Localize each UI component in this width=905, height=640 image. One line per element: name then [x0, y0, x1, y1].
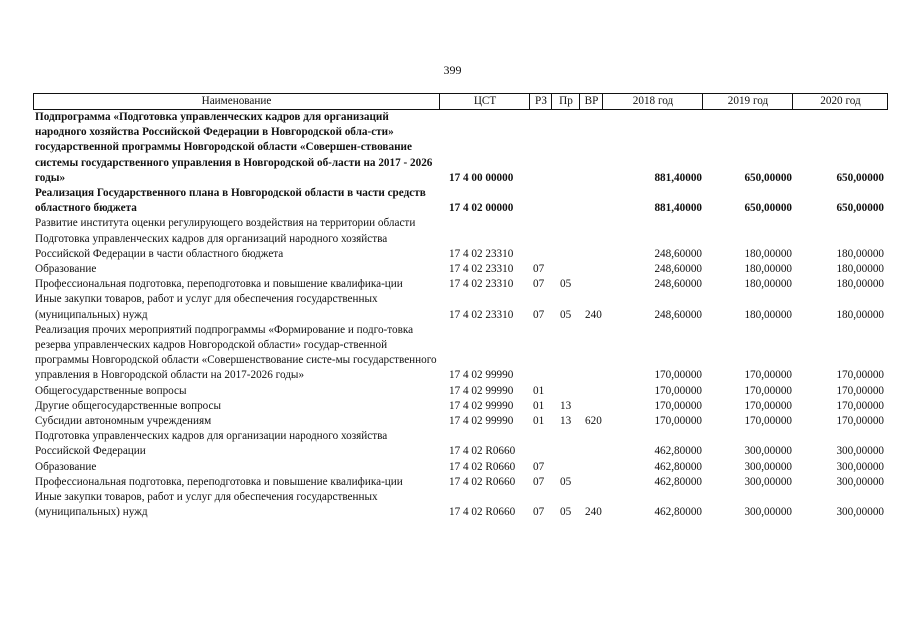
cell-cst: 17 4 02 23310: [449, 278, 514, 291]
row-name: Образование: [35, 263, 97, 276]
cell-pr: 05: [560, 308, 572, 321]
row-values: [33, 247, 888, 262]
cell-cst: 17 4 00 00000: [449, 171, 514, 184]
row-name: Профессиональная подготовка, переподготовка и повышение квалифика-ции: [35, 278, 403, 291]
cell-pr: 13: [560, 399, 572, 412]
row-name: Развитие института оценки регулирующего воздействия на территории области Подготовка управленческих кадров для организаций народного хозяйства Российской Федерации в части областного бюджета: [35, 217, 416, 260]
cell-y2018: 881,40000: [654, 202, 702, 215]
row-values: [33, 308, 888, 323]
cell-y2019: 180,00000: [744, 278, 792, 291]
header-cst: ЦСТ: [439, 94, 530, 109]
table-row: [33, 186, 888, 216]
row-name: Иные закупки товаров, работ и услуг для обеспечения государственных (муниципальных) нужд: [35, 293, 378, 321]
row-values: [33, 277, 888, 292]
cell-y2018: 881,40000: [654, 171, 702, 184]
cell-pr: 05: [560, 278, 572, 291]
table-row: [33, 429, 888, 459]
cell-y2020: 170,00000: [836, 384, 884, 397]
cell-y2019: 180,00000: [744, 308, 792, 321]
row-name: Реализация прочих мероприятий подпрограммы «Формирование и подго-товка резерва управленческих кадров Новгородской области» государ-ственной программы Новгородской области «Совершенствование систе-мы государственного управления в Новгородской области на 2017-2026 годы»: [35, 323, 437, 382]
cell-pr: 05: [560, 475, 572, 488]
row-name: Реализация Государственного плана в Новгородской области в части средств областного бюджета: [35, 187, 426, 215]
cell-rz: 07: [533, 278, 545, 291]
cell-y2019: 650,00000: [744, 171, 792, 184]
header-pr: Пр: [551, 94, 580, 109]
cell-y2020: 180,00000: [836, 278, 884, 291]
cell-vr: 240: [585, 506, 602, 519]
cell-y2020: 170,00000: [836, 369, 884, 382]
cell-rz: 07: [533, 475, 545, 488]
table-row: [33, 262, 888, 277]
cell-y2020: 180,00000: [836, 247, 884, 260]
cell-y2020: 170,00000: [836, 399, 884, 412]
table-row: [33, 399, 888, 414]
cell-y2019: 180,00000: [744, 247, 792, 260]
table-row: [33, 277, 888, 292]
cell-rz: 01: [533, 384, 545, 397]
row-name: Образование: [35, 460, 97, 473]
row-values: [33, 460, 888, 475]
cell-y2019: 170,00000: [744, 384, 792, 397]
table-row: [33, 475, 888, 490]
cell-y2019: 650,00000: [744, 202, 792, 215]
cell-y2019: 300,00000: [744, 475, 792, 488]
row-name: Подготовка управленческих кадров для организации народного хозяйства Российской Федерации: [35, 430, 388, 458]
row-values: [33, 445, 888, 460]
cell-cst: 17 4 02 99990: [449, 399, 514, 412]
cell-cst: 17 4 02 00000: [449, 202, 514, 215]
table-header: [33, 93, 888, 110]
table-row: [33, 414, 888, 429]
cell-vr: 620: [585, 415, 602, 428]
cell-y2020: 650,00000: [836, 171, 884, 184]
cell-rz: 01: [533, 415, 545, 428]
cell-y2020: 180,00000: [836, 263, 884, 276]
cell-y2018: 462,80000: [654, 460, 702, 473]
cell-rz: 07: [533, 506, 545, 519]
page-number: 399: [443, 63, 462, 77]
cell-y2018: 248,60000: [654, 308, 702, 321]
row-values: [33, 369, 888, 384]
table-row: [33, 216, 888, 262]
cell-y2018: 462,80000: [654, 506, 702, 519]
row-name: Общегосударственные вопросы: [35, 384, 187, 397]
cell-y2020: 180,00000: [836, 308, 884, 321]
row-values: [33, 201, 888, 216]
row-name: Иные закупки товаров, работ и услуг для обеспечения государственных (муниципальных) нужд: [35, 491, 378, 519]
cell-cst: 17 4 02 99990: [449, 384, 514, 397]
table-row: [33, 292, 888, 322]
cell-y2018: 462,80000: [654, 475, 702, 488]
table-row: [33, 110, 888, 186]
table-row: [33, 460, 888, 475]
cell-y2019: 170,00000: [744, 415, 792, 428]
row-values: [33, 171, 888, 186]
row-values: [33, 505, 888, 520]
cell-y2018: 462,80000: [654, 445, 702, 458]
cell-y2018: 170,00000: [654, 415, 702, 428]
row-name: Подпрограмма «Подготовка управленческих кадров для организаций народного хозяйства Российской Федерации в Новгородской обла-сти» государственной программы Новгородской области «Совершен-ствование системы государственного управления в Новгородской об-ласти на 2017 - 2026 годы»: [35, 111, 433, 184]
cell-y2020: 300,00000: [836, 506, 884, 519]
cell-cst: 17 4 02 23310: [449, 308, 514, 321]
table-row: [33, 323, 888, 384]
cell-y2020: 300,00000: [836, 460, 884, 473]
cell-cst: 17 4 02 R0660: [449, 475, 516, 488]
cell-pr: 05: [560, 506, 572, 519]
cell-y2018: 248,60000: [654, 278, 702, 291]
header-name: Наименование: [201, 95, 272, 107]
cell-vr: 240: [585, 308, 602, 321]
cell-y2020: 650,00000: [836, 202, 884, 215]
cell-y2018: 170,00000: [654, 384, 702, 397]
table-row: [33, 490, 888, 520]
cell-y2019: 300,00000: [744, 445, 792, 458]
row-values: [33, 399, 888, 414]
cell-cst: 17 4 02 23310: [449, 263, 514, 276]
row-name: Субсидии автономным учреждениям: [35, 415, 212, 428]
cell-rz: 01: [533, 399, 545, 412]
header-rz: РЗ: [529, 94, 552, 109]
cell-pr: 13: [560, 415, 572, 428]
row-name: Профессиональная подготовка, переподготовка и повышение квалифика-ции: [35, 475, 403, 488]
cell-rz: 07: [533, 460, 545, 473]
cell-y2018: 248,60000: [654, 247, 702, 260]
cell-y2019: 170,00000: [744, 369, 792, 382]
cell-cst: 17 4 02 R0660: [449, 506, 516, 519]
table-row: [33, 384, 888, 399]
cell-y2019: 170,00000: [744, 399, 792, 412]
cell-cst: 17 4 02 23310: [449, 247, 514, 260]
cell-y2020: 300,00000: [836, 445, 884, 458]
header-vr: ВР: [579, 94, 603, 109]
header-2018: 2018 год: [602, 94, 703, 109]
budget-table: [33, 93, 888, 520]
cell-y2018: 170,00000: [654, 369, 702, 382]
header-2019: 2019 год: [702, 94, 793, 109]
cell-y2020: 170,00000: [836, 415, 884, 428]
cell-y2020: 300,00000: [836, 475, 884, 488]
header-2020: 2020 год: [792, 94, 888, 109]
cell-rz: 07: [533, 308, 545, 321]
cell-y2019: 180,00000: [744, 263, 792, 276]
cell-rz: 07: [533, 263, 545, 276]
cell-y2019: 300,00000: [744, 506, 792, 519]
cell-y2018: 170,00000: [654, 399, 702, 412]
cell-y2019: 300,00000: [744, 460, 792, 473]
cell-y2018: 248,60000: [654, 263, 702, 276]
row-name: Другие общегосударственные вопросы: [35, 399, 222, 412]
row-values: [33, 384, 888, 399]
row-values: [33, 475, 888, 490]
cell-cst: 17 4 02 R0660: [449, 460, 516, 473]
row-values: [33, 262, 888, 277]
cell-cst: 17 4 02 R0660: [449, 445, 516, 458]
cell-cst: 17 4 02 99990: [449, 369, 514, 382]
row-values: [33, 414, 888, 429]
cell-cst: 17 4 02 99990: [449, 415, 514, 428]
table-body: [33, 110, 888, 520]
